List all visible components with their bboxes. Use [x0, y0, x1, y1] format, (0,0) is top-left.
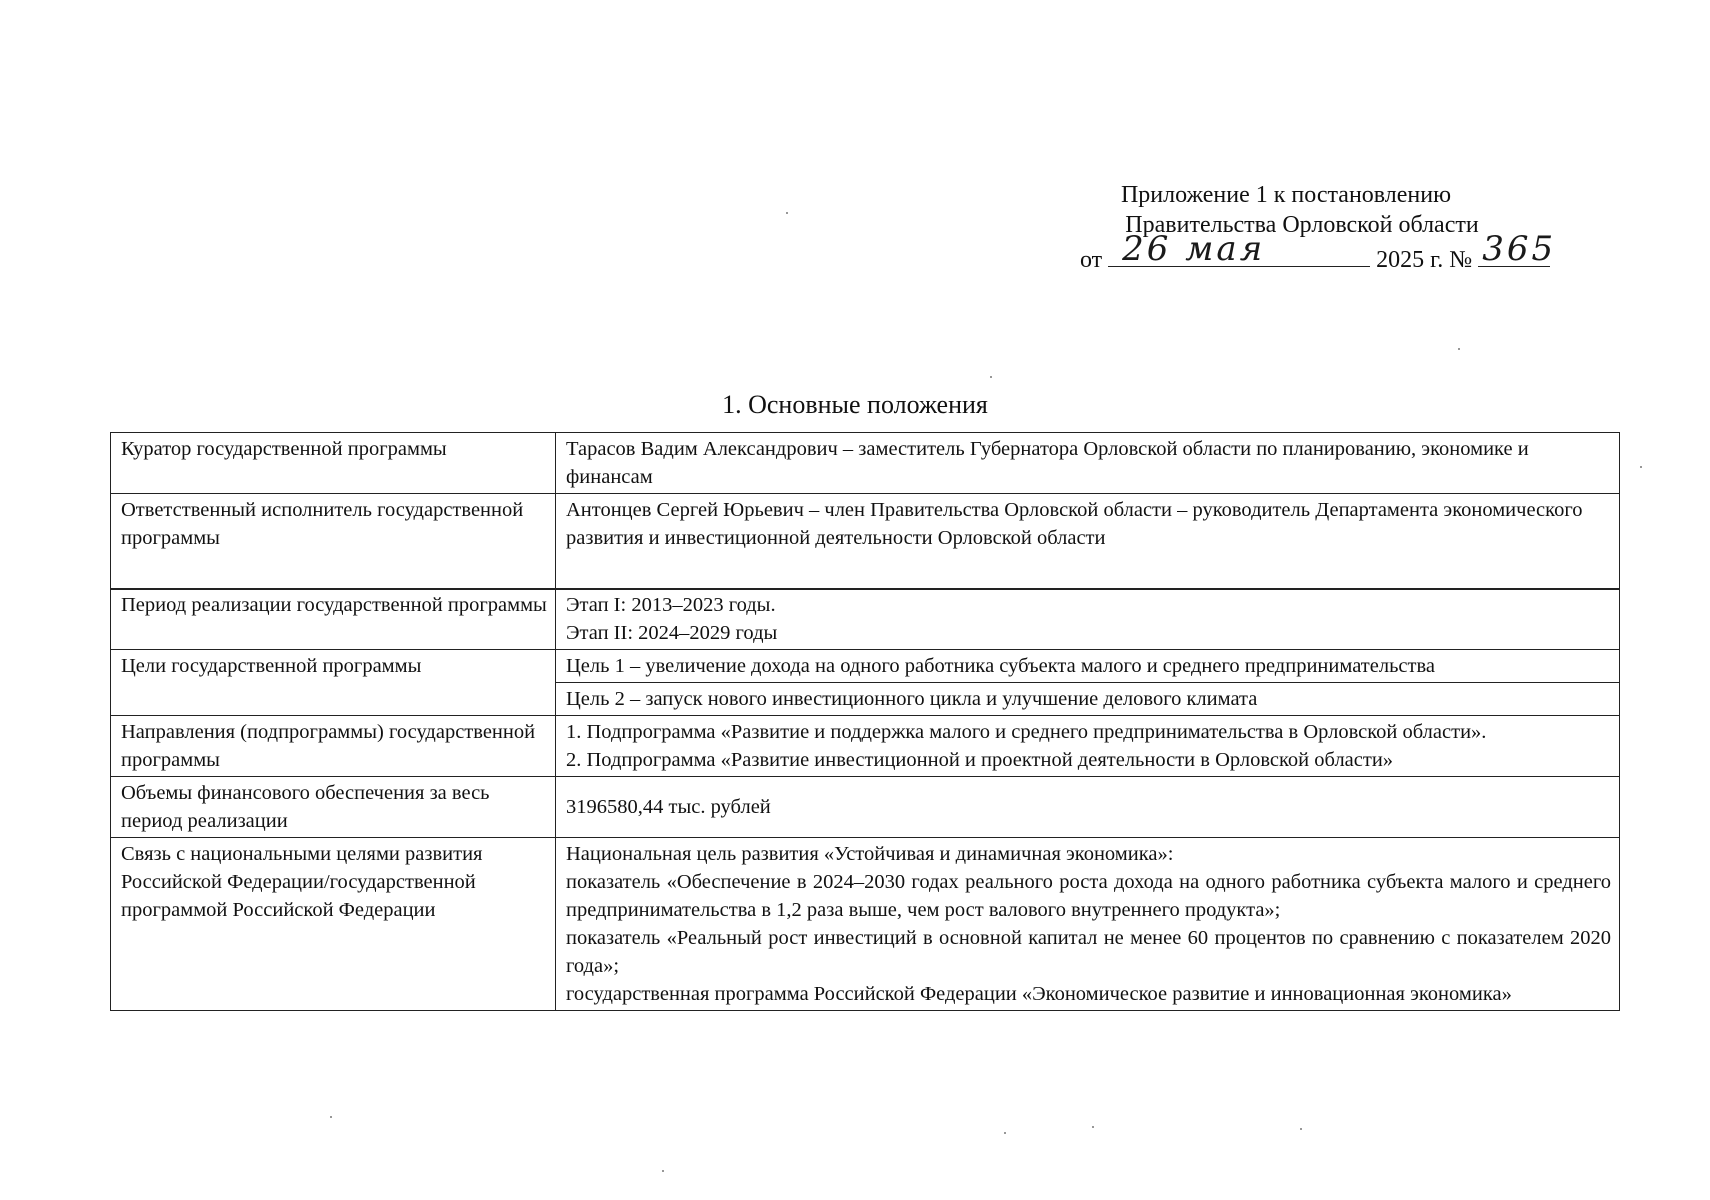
number-field	[1478, 229, 1557, 269]
direction-item-2: 2. Подпрограмма «Развитие инвестиционной и проектной деятельности в Орловской области»	[566, 749, 1394, 771]
row-label-directions: Направления (подпрограммы) государственной программы	[111, 716, 556, 777]
table-row	[111, 716, 1620, 777]
row-label-period: Период реализации государственной программы	[111, 589, 556, 650]
scan-speck	[330, 1116, 332, 1118]
main-provisions-table-part2	[110, 588, 1620, 1011]
row-label-funding: Объемы финансового обеспечения за весь период реализации	[111, 777, 556, 838]
row-label-goals: Цели государственной программы	[111, 650, 556, 716]
main-provisions-table-part1	[110, 432, 1620, 590]
scan-speck	[1300, 1128, 1302, 1130]
scan-speck	[990, 376, 992, 378]
row-label-links: Связь с национальными целями развития Российской Федерации/государственной программой Российской Федерации	[111, 838, 556, 1011]
row-value-goal-1: Цель 1 – увеличение дохода на одного работника субъекта малого и среднего предпринимательства	[556, 650, 1620, 683]
appendix-title: Приложение 1 к постановлению	[1120, 182, 1452, 208]
table-row	[111, 589, 1620, 650]
appendix-issuer: Правительства Орловской области	[1125, 212, 1479, 238]
direction-item-1: 1. Подпрограмма «Развитие и поддержка малого и среднего предпринимательства в Орловской области».	[566, 721, 1487, 743]
scan-speck	[1458, 348, 1460, 350]
row-value-directions	[556, 716, 1620, 777]
table-row	[111, 777, 1620, 838]
handwritten-date: 26 мая	[1122, 229, 1266, 269]
row-value-links	[556, 838, 1620, 1011]
date-number-line	[1080, 229, 1620, 274]
scan-speck	[786, 212, 788, 214]
period-stage-2: Этап II: 2024–2029 годы	[566, 622, 778, 644]
date-field	[1108, 229, 1370, 269]
section-title: 1. Основные положения	[722, 390, 988, 419]
scan-speck	[1092, 1126, 1094, 1128]
year-and-number-label: 2025 г. №	[1376, 247, 1473, 273]
table-row	[111, 494, 1620, 590]
links-indicator-1: показатель «Обеспечение в 2024–2030 годах реального роста дохода на одного работника субъекта малого и среднего предпринимательства в 1,2 раза выше, чем рост валового внутреннего продукта»;	[566, 871, 1611, 921]
row-value-period	[556, 589, 1620, 650]
links-national-goal: Национальная цель развития «Устойчивая и динамичная экономика»:	[566, 843, 1174, 865]
scan-speck	[1004, 1132, 1006, 1134]
links-state-program: государственная программа Российской Федерации «Экономическое развитие и инновационная экономика»	[566, 983, 1512, 1005]
scan-speck	[1640, 466, 1642, 468]
scan-speck	[662, 1170, 664, 1172]
row-value-curator: Тарасов Вадим Александрович – заместитель Губернатора Орловской области по планированию, экономике и финансам	[556, 433, 1620, 494]
row-value-responsible: Антонцев Сергей Юрьевич – член Правительства Орловской области – руководитель Департамента экономического развития и инвестиционной деятельности Орловской области	[556, 494, 1620, 590]
row-label-curator: Куратор государственной программы	[111, 433, 556, 494]
table-row	[111, 650, 1620, 683]
table-row	[111, 433, 1620, 494]
date-prefix: от	[1080, 247, 1103, 273]
handwritten-number: 365	[1482, 229, 1557, 269]
row-value-funding: 3196580,44 тыс. рублей	[556, 777, 1620, 838]
table-row	[111, 838, 1620, 1011]
links-indicator-2: показатель «Реальный рост инвестиций в основной капитал не менее 60 процентов по сравнению с показателем 2020 года»;	[566, 927, 1611, 977]
row-label-responsible: Ответственный исполнитель государственной программы	[111, 494, 556, 590]
document-header	[1000, 180, 1620, 274]
row-value-goal-2: Цель 2 – запуск нового инвестиционного цикла и улучшение делового климата	[556, 683, 1620, 716]
period-stage-1: Этап I: 2013–2023 годы.	[566, 594, 776, 616]
